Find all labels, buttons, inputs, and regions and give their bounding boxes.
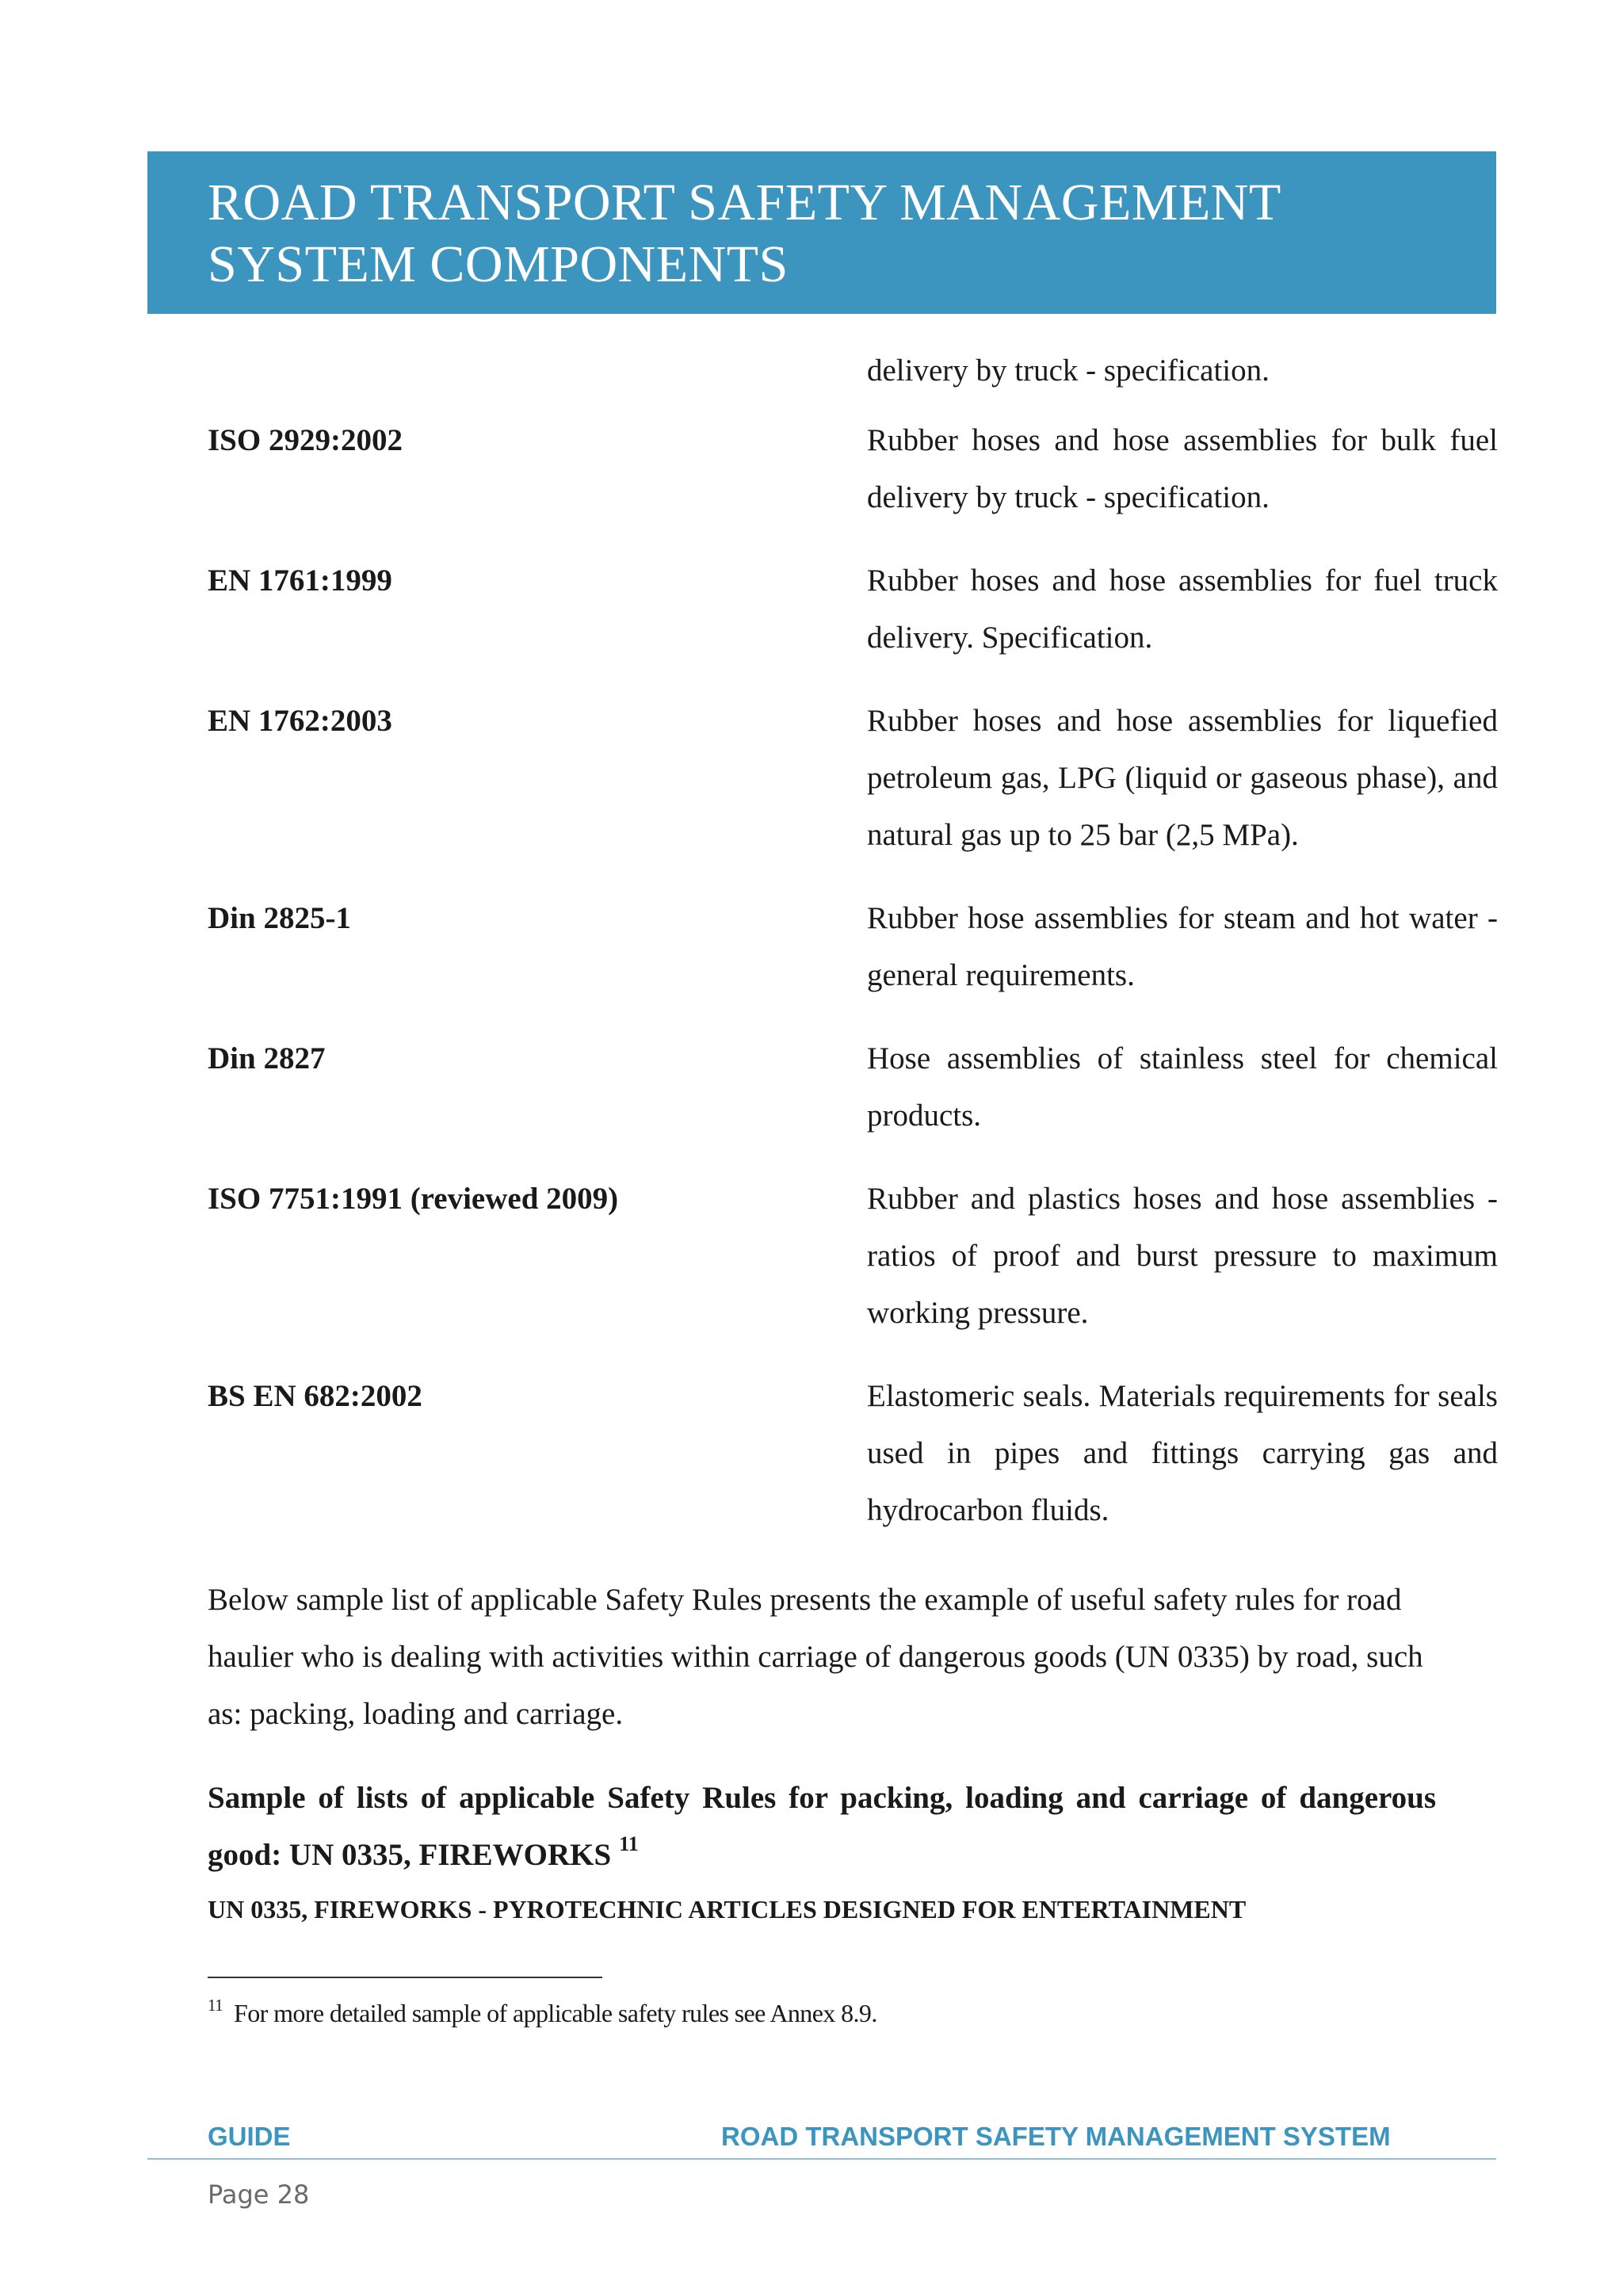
- standard-row: [208, 693, 1498, 864]
- footer-guide-label: GUIDE: [208, 2122, 291, 2151]
- footnote-divider: [208, 1977, 602, 1978]
- page-title-line-2: SYSTEM COMPONENTS: [208, 235, 789, 293]
- page-title: [208, 172, 1496, 296]
- sample-heading-text: Sample of lists of applicable Safety Rules for packing, loading and carriage of dangerous good: UN 0335, FIREWORKS: [208, 1781, 1436, 1872]
- footnote: [208, 1994, 1396, 2032]
- footnote-reference[interactable]: 11: [619, 1832, 639, 1855]
- standard-description: Rubber hoses and hose assemblies for liquefied petroleum gas, LPG (liquid or gaseous phase), and natural gas up to 25 bar (2,5 MPa).: [867, 704, 1498, 852]
- standard-code: Din 2825-1: [208, 901, 351, 935]
- standard-description: Rubber hoses and hose assemblies for bulk fuel delivery by truck - specification.: [867, 423, 1498, 514]
- standard-row: [208, 1368, 1498, 1539]
- footer-document-title: ROAD TRANSPORT SAFETY MANAGEMENT SYSTEM: [721, 2122, 1391, 2151]
- footnote-number: 11: [208, 1996, 223, 2015]
- footnote-text: For more detailed sample of applicable safety rules see Annex 8.9.: [234, 1999, 877, 2027]
- standard-description: Rubber hoses and hose assemblies for fuel truck delivery. Specification.: [867, 563, 1498, 655]
- standard-code: EN 1762:2003: [208, 704, 392, 738]
- footer-divider: [147, 2158, 1496, 2160]
- standards-list: [208, 412, 1498, 1565]
- standard-description: Rubber and plastics hoses and hose assemblies - ratios of proof and burst pressure to maximum working pressure.: [867, 1182, 1498, 1330]
- standard-code: BS EN 682:2002: [208, 1379, 422, 1413]
- standard-description: Elastomeric seals. Materials requirements for seals used in pipes and fittings carrying gas and hydrocarbon fluids.: [867, 1379, 1498, 1527]
- standard-row: [208, 890, 1498, 1004]
- page-number: Page 28: [208, 2179, 310, 2210]
- standard-description: Hose assemblies of stainless steel for chemical products.: [867, 1041, 1498, 1133]
- standard-row: [208, 1171, 1498, 1342]
- header-banner: [147, 151, 1496, 314]
- sample-heading: [208, 1770, 1436, 1884]
- un-subheading: UN 0335, FIREWORKS - PYROTECHNIC ARTICLES DESIGNED FOR ENTERTAINMENT: [208, 1895, 1247, 1924]
- intro-paragraph: Below sample list of applicable Safety Rules presents the example of useful safety rules for road haulier who is dealing with activities within carriage of dangerous goods (UN 0335) by road, such as: packing, loading and carriage.: [208, 1583, 1423, 1731]
- standard-code: ISO 2929:2002: [208, 423, 403, 457]
- standard-row: [208, 412, 1498, 526]
- standard-code: ISO 7751:1991 (reviewed 2009): [208, 1182, 619, 1216]
- page-title-line-1: ROAD TRANSPORT SAFETY MANAGEMENT: [208, 174, 1281, 231]
- continued-description: delivery by truck - specification.: [867, 353, 1270, 388]
- standard-description: Rubber hose assemblies for steam and hot water - general requirements.: [867, 901, 1498, 992]
- standard-row: [208, 1030, 1498, 1144]
- standard-code: EN 1761:1999: [208, 563, 392, 598]
- standard-code: Din 2827: [208, 1041, 326, 1075]
- standard-row: [208, 552, 1498, 667]
